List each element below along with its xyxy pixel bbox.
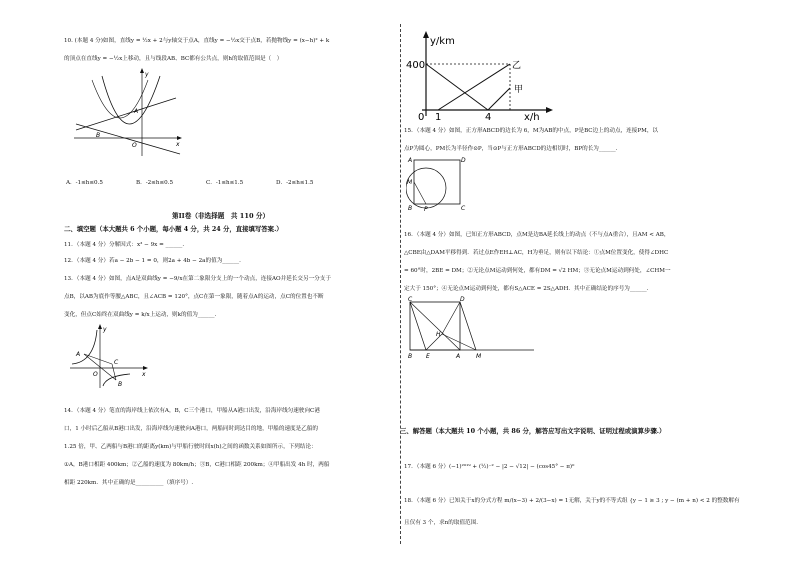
- section3-heading: 三、解答题（本大题共 10 个小题，共 86 分，解答应写出文字说明、证明过程或演算步骤.）: [400, 427, 666, 435]
- q15-label-D: D: [461, 157, 466, 164]
- q16-label-D: D: [460, 296, 465, 303]
- q15-label-B: B: [408, 205, 413, 212]
- q14-line2: 口，1 小时后乙船从B港口出发，沿海岸线匀速驶向A港口，两船同时到达目的地，甲船的速度是乙船的: [64, 426, 319, 432]
- q13-label-y: y: [103, 326, 107, 333]
- q16-line4: 定大于 150°；④无论点M运动到何处，都有S△ACE = 2S△ADH．其中正确结论的序号为______.: [404, 286, 649, 292]
- q10-label-O: O: [132, 142, 137, 149]
- q13-line1: 13．（本题 4 分）如图，点A是双曲线y = −9/x在第二象限分支上的一个动点，连接AO并延长交另一分支于: [64, 276, 331, 282]
- q10-label-y: y: [145, 71, 149, 78]
- q14-line5: 相距 220km．其中正确的是__________（填序号）.: [64, 480, 194, 486]
- q11: 11．（本题 4 分）分解因式：x³ − 9x = ______.: [64, 242, 185, 248]
- q18-line1: 18．（本题 6 分）已知关于x的分式方程 m/(x−3) + 2/(3−x) = 1无解，关于y的不等式组 {y − 1 ≥ 3 ; y − (m + n) < 2 的整数解有: [404, 498, 740, 504]
- graph-xlabel: x/h: [524, 112, 540, 122]
- q16-label-E: E: [426, 353, 430, 360]
- q15-line2: 点P为圆心，PM长为半径作⊙P，当⊙P与正方形ABCD的边相切时，BP的长为______.: [404, 146, 618, 152]
- q13-line3: 变化，但点C始终在双曲线y = k/x上运动，则k的值为______.: [64, 312, 217, 318]
- graph-y400: 400: [406, 60, 426, 71]
- q10-option-d: D．-2≤h≤1.5: [276, 180, 314, 186]
- q10-figure: [72, 68, 184, 160]
- q16-label-M: M: [476, 353, 482, 360]
- q13-line2: 点B，以AB为底作等腰△ABC，且∠ACB = 120°，点C在第一象限，随着点A的运动，点C的位置也不断: [64, 294, 324, 300]
- q16-line3: = 60°时，2BE = DM；②无论点M运动到何处，都有DM = √2 HM；③无论点M运动到何处，∠CHM一: [404, 268, 671, 274]
- q10-line1: 10. (本题 4 分)如图，直线y = ½x + 2与y轴交于点A，直线y = −½x交于点B，若抛物线y = (x−h)² + k: [64, 38, 330, 44]
- q16-label-H: H: [436, 331, 441, 338]
- q10-label-B: B: [96, 132, 101, 139]
- q16-label-B: B: [408, 353, 413, 360]
- q17: 17．（本题 6 分）(−1)²⁰¹⁹ + (½)⁻² − |2 − √12| − (cos45° − π)⁰: [404, 464, 575, 470]
- q10-label-x: x: [176, 141, 180, 148]
- q12: 12．（本题 4 分）若a − 2b − 1 = 0，则2a + 4b − 2a的值为______.: [64, 258, 241, 264]
- q14-line4: ①A，B港口相距 400km；②乙船的速度为 80km/h；③B，C港口相距 200km；④甲船出发 4h 时，两船: [64, 462, 330, 468]
- q13-label-C: C: [114, 359, 119, 366]
- q15-figure: [406, 156, 468, 212]
- q15-label-C: C: [461, 205, 466, 212]
- q15-label-A: A: [408, 157, 413, 164]
- q18-line2: 且仅有 3 个，求n的取值范围.: [404, 520, 479, 526]
- graph-one: 1: [435, 112, 442, 122]
- q10-option-a: A．-1≤h≤0.5: [66, 180, 103, 186]
- graph-jia: 甲: [514, 85, 524, 95]
- q14-line3: 1.25 倍，甲、乙两船与B港口的距离y(km)与甲船行驶时间x(h)之间的函数关系如图所示，下列结论：: [64, 444, 317, 450]
- q13-label-B: B: [118, 381, 123, 388]
- column-divider: [400, 24, 401, 544]
- graph-ylabel: y/km: [430, 36, 455, 47]
- q10-label-A: A: [134, 108, 139, 115]
- q16-line1: 16．（本题 4 分）如图，已知正方形ABCD，点M是边BA延长线上的动点（不与点A重合），且AM < AB，: [404, 232, 670, 238]
- q16-label-C: C: [408, 296, 413, 303]
- section2-heading: 二、填空题（本大题共 6 个小题，每小题 4 分，共 24 分，直接填写答案.）: [64, 225, 283, 233]
- q15-label-M: M: [407, 179, 413, 186]
- q10-option-b: B．-2≤h≤0.5: [136, 180, 174, 186]
- q16-line2: △CBE由△DAM平移得到．若过点E作EH⊥AC，H为垂足，则有以下结论：①点M位置变化，使得∠DHC: [404, 250, 669, 256]
- q15-label-P: P: [424, 206, 428, 212]
- q13-label-O: O: [93, 371, 98, 378]
- q16-figure: [406, 296, 536, 360]
- q10-option-c: C．-1≤h≤1.5: [206, 180, 244, 186]
- graph-zero: 0: [418, 112, 425, 122]
- graph-yi: 乙: [512, 61, 522, 71]
- part2-title: 第II卷（非选择题 共 110 分）: [172, 212, 270, 220]
- q14-graph: [404, 30, 554, 122]
- q16-label-A: A: [456, 353, 461, 360]
- q10-line2: 的顶点在直线y = −½x上移动，且与线段AB、BC都有公共点，则h的取值范围是（ ）: [64, 56, 283, 62]
- q13-label-A: A: [76, 351, 81, 358]
- q14-line1: 14．（本题 4 分）笔直的海岸线上依次有A，B，C三个港口，甲船从A港口出发，沿海岸线匀速驶向C港: [64, 408, 320, 414]
- q13-label-x: x: [142, 371, 146, 378]
- graph-four: 4: [485, 112, 492, 122]
- q13-figure: [68, 324, 148, 390]
- q15-line1: 15．（本题 4 分）如图，正方形ABCD的边长为 6，M为AB的中点，P是BC边上的动点，连接PM，以: [404, 128, 659, 134]
